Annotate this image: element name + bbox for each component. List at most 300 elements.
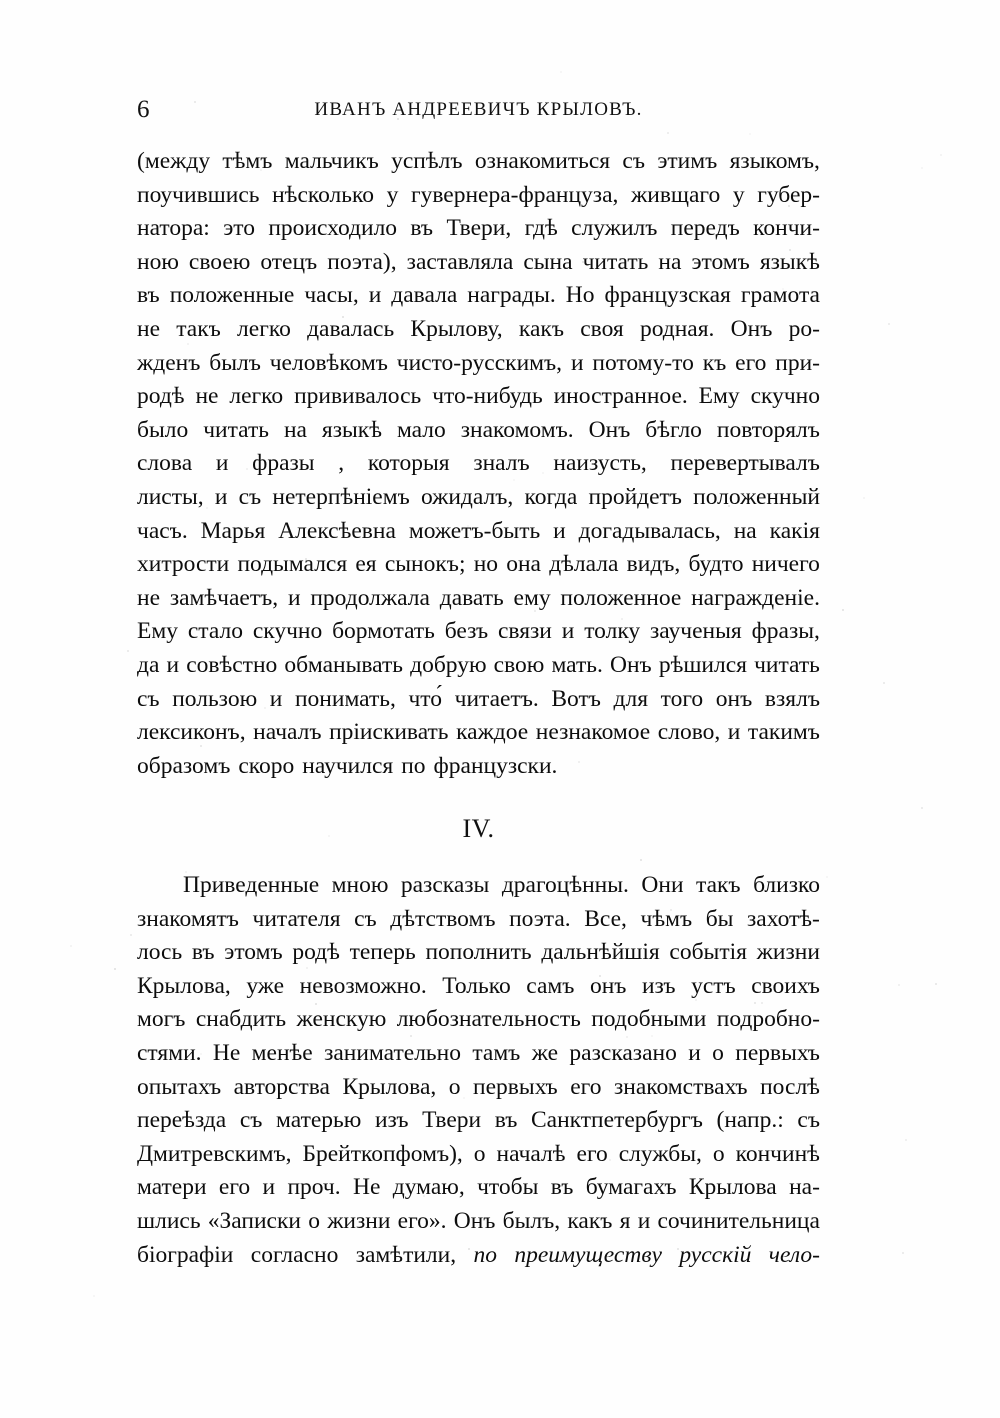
word: уже [246, 972, 285, 999]
text-line [137, 350, 820, 384]
word: каждое [456, 719, 529, 746]
word: какъ [567, 1207, 613, 1234]
word: устъ [691, 972, 736, 999]
word: скоро [238, 752, 295, 779]
word: его». [397, 1207, 447, 1234]
word: кончи- [753, 215, 820, 242]
word: лось [137, 939, 183, 966]
word: какія [769, 517, 820, 544]
word: думаю, [392, 1174, 465, 1201]
word: пользою [172, 685, 258, 712]
word: онъ [589, 972, 627, 999]
word: Не [352, 1174, 381, 1201]
word: дальнѣйшія [541, 939, 660, 966]
word: будто [688, 551, 744, 578]
word: гувернера-француза, [410, 181, 619, 208]
word: съ [238, 483, 262, 510]
word: какъ [518, 315, 564, 342]
word: Онъ [588, 416, 631, 443]
word: передъ [670, 215, 740, 242]
word: пополнить [425, 939, 532, 966]
word: слово, [657, 719, 721, 746]
word: о [448, 1073, 461, 1100]
word: нетерпѣніемъ [272, 483, 410, 510]
word: Ему [137, 618, 178, 645]
word: можетъ-быть [408, 517, 541, 544]
word: началѣ [496, 1140, 566, 1167]
word: Крылова, [342, 1073, 437, 1100]
word: и [166, 651, 180, 678]
word: у [732, 181, 745, 208]
word: знакомомъ. [460, 416, 574, 443]
word: награжденіе. [691, 584, 820, 611]
word: губер- [757, 181, 820, 208]
text-line [137, 383, 820, 417]
word: рѣшился [658, 651, 747, 678]
word: Санктпетербургъ [531, 1107, 703, 1134]
text-line [137, 753, 820, 787]
word: родѣ [292, 939, 340, 966]
word: Только [442, 972, 511, 999]
word: Все, [584, 905, 627, 932]
word: давать [439, 584, 504, 611]
section-heading: IV. [462, 814, 495, 843]
word: разсказы [400, 872, 490, 898]
word: научился [302, 752, 394, 779]
text-line [137, 906, 820, 940]
word: было [137, 416, 189, 443]
word: авторства [233, 1073, 330, 1100]
text-line [137, 518, 820, 552]
text-line [137, 1040, 820, 1074]
word: гдѣ [524, 215, 558, 242]
word: читать [754, 651, 820, 678]
word: поэта), [327, 248, 397, 275]
word: живщаго [631, 181, 721, 208]
text-line [137, 618, 820, 652]
word: изъ [641, 972, 676, 999]
word: мною [331, 872, 389, 898]
word: кончинѣ [735, 1140, 820, 1167]
word: зналъ [473, 450, 530, 477]
running-head [137, 95, 820, 125]
word: добрую [410, 651, 487, 678]
word: своею [188, 248, 251, 275]
word: французская [604, 282, 731, 309]
word: награды. [467, 282, 556, 309]
running-title: ИВАНЪ АНДРЕЕВИЧЪ КРЫЛОВЪ. [314, 99, 643, 120]
word: невозможно. [299, 972, 427, 999]
word: подробно- [716, 1006, 820, 1033]
word: нѣсколько [272, 181, 374, 208]
word: и [269, 685, 283, 712]
word: такъ [176, 315, 221, 342]
word: человѣкомъ [269, 349, 388, 376]
word: съ [239, 1107, 263, 1134]
word: скучно [252, 618, 323, 645]
word-italic: чело- [768, 1241, 820, 1268]
word: ожидалъ, [420, 483, 514, 510]
word: бы [705, 905, 734, 932]
word: положенные [169, 282, 295, 309]
word: знакомятъ [137, 905, 239, 932]
word: мальчикъ [284, 148, 379, 174]
word: мало [396, 416, 446, 443]
word: совѣстно [186, 651, 278, 678]
word: и [570, 349, 584, 376]
text-line [137, 551, 820, 585]
word: перевертывалъ [670, 450, 820, 477]
word: поэта. [509, 905, 571, 932]
word: о [712, 1140, 725, 1167]
word: по [401, 752, 426, 779]
text-line [137, 1174, 820, 1208]
word: событія [669, 939, 747, 966]
word: давала [391, 282, 458, 309]
word: часы, [304, 282, 359, 309]
word: стало [187, 618, 243, 645]
word: сынокъ; [384, 551, 466, 578]
word: началъ [253, 719, 322, 746]
word: и [553, 517, 566, 544]
word: читать [582, 248, 649, 275]
word: языкѣ [759, 248, 820, 275]
word: натора: [137, 215, 210, 242]
text-line [137, 1141, 820, 1175]
word: успѣлъ [391, 148, 463, 174]
word: часъ. [137, 517, 188, 544]
word: бѣгло [645, 416, 702, 443]
word: Марья [200, 517, 266, 544]
page-number: 6 [137, 96, 150, 123]
word: взялъ [764, 685, 820, 712]
word: Твери, [446, 215, 512, 242]
word: разсказано [569, 1039, 677, 1066]
word: близко [753, 872, 820, 898]
word: первыхъ [473, 1073, 558, 1100]
word: положенный [693, 483, 820, 510]
word: читателя [252, 905, 341, 932]
word: заставляла [406, 248, 514, 275]
word: сына [523, 248, 573, 275]
word: ничего [751, 551, 820, 578]
word: образомъ [137, 752, 231, 779]
word: того [660, 685, 704, 712]
word: матерью [276, 1107, 362, 1134]
text-line [137, 450, 820, 484]
word: женскую [296, 1006, 387, 1033]
word: чисто-русскимъ, [396, 349, 563, 376]
word: о [473, 1140, 486, 1167]
word-italic: по [473, 1241, 497, 1268]
word: иностранное. [553, 383, 688, 410]
word: происходило [268, 215, 398, 242]
word: при- [775, 349, 820, 376]
text-line [137, 1006, 820, 1040]
word: снабдить [195, 1006, 287, 1033]
word: замѣтили, [355, 1241, 457, 1268]
word: связи [498, 618, 552, 645]
word: обманывать [284, 651, 403, 678]
word: на [283, 416, 307, 443]
word: скучно [750, 383, 820, 410]
word: читать [203, 416, 269, 443]
word: тѣмъ [222, 148, 273, 174]
word: сочинительница [657, 1207, 820, 1234]
text-line [137, 249, 820, 283]
text-line [137, 1074, 820, 1108]
word: но [473, 551, 499, 578]
word: жденъ [137, 349, 201, 376]
word: подобными [591, 1006, 707, 1033]
word: повторялъ [716, 416, 820, 443]
word: догадывалась, [578, 517, 721, 544]
word: Твери [422, 1107, 482, 1134]
word: языкѣ [321, 416, 382, 443]
text-line [137, 1208, 820, 1242]
word: видъ, [626, 551, 681, 578]
text-line [137, 1107, 820, 1141]
word: службы, [618, 1140, 702, 1167]
text-line [137, 282, 820, 316]
word: (между [137, 148, 211, 174]
word: матери [137, 1174, 207, 1201]
word: этимъ [657, 148, 718, 174]
word: толку [584, 618, 641, 645]
word: и [727, 719, 741, 746]
word: Онъ [730, 315, 773, 342]
word-italic: преимуществу [514, 1241, 662, 1268]
word: чѣмъ [640, 905, 693, 932]
text-line [137, 215, 820, 249]
word: въ [191, 939, 215, 966]
word: она [506, 551, 541, 578]
word: не [137, 315, 161, 342]
word: проч. [287, 1174, 341, 1201]
word: же [531, 1039, 559, 1066]
word: бормотать [332, 618, 435, 645]
word: и [561, 618, 575, 645]
text-line [137, 719, 820, 753]
word: Брейткопфомъ), [302, 1140, 463, 1167]
text-line [137, 316, 820, 350]
word: этомъ [224, 939, 283, 966]
word-italic: русскій [679, 1241, 752, 1268]
word: французски. [433, 752, 558, 779]
word: не [195, 383, 219, 410]
word: тамъ [472, 1039, 521, 1066]
word: самъ [526, 972, 575, 999]
word: я [619, 1207, 631, 1234]
word: Вотъ [551, 685, 601, 712]
word: слова [137, 450, 193, 477]
word: своя [580, 315, 624, 342]
word: пріискивать [329, 719, 449, 746]
word: согласно [250, 1241, 339, 1268]
word: что́ [408, 685, 442, 712]
word: для [613, 685, 649, 712]
word: и [287, 584, 301, 611]
word: въ [137, 282, 160, 309]
word: и [637, 1207, 651, 1234]
word: ознакомиться [474, 148, 611, 174]
word: на [658, 248, 682, 275]
paragraph-two [137, 872, 820, 1275]
word: родѣ [137, 383, 185, 410]
word: давалась [307, 315, 395, 342]
word: съ [137, 685, 160, 712]
word: фразы, [751, 618, 820, 645]
word: не [137, 584, 161, 611]
word: (напр.: [716, 1107, 784, 1134]
word: у [386, 181, 399, 208]
word: шлись [137, 1207, 201, 1234]
word: жизни [756, 939, 820, 966]
word: ея [355, 551, 377, 578]
word: «Записки [207, 1207, 301, 1234]
text-line [137, 182, 820, 216]
word: Крылова, [137, 972, 231, 999]
word: любознательность [396, 1006, 581, 1033]
word: къ [702, 349, 727, 376]
word: , [338, 450, 345, 477]
word: Но [565, 282, 595, 309]
word: съ [622, 148, 645, 174]
word: жизни [327, 1207, 391, 1234]
word: наизусть, [553, 450, 647, 477]
word: лексиконъ, [137, 719, 246, 746]
word: драгоцѣнны. [501, 872, 629, 898]
word: могъ [137, 1006, 186, 1033]
word: поучившись [137, 181, 260, 208]
word: Дмитревскимъ, [137, 1140, 292, 1167]
word: съ [797, 1107, 820, 1134]
word: первыхъ [735, 1039, 820, 1066]
word: Не [212, 1039, 241, 1066]
word: читаетъ. [454, 685, 539, 712]
word: и [262, 1174, 276, 1201]
word: такимъ [747, 719, 820, 746]
text-line [137, 585, 820, 619]
word: и [215, 450, 229, 477]
word: это [223, 215, 255, 242]
word: такъ [696, 872, 741, 898]
word: былъ [209, 349, 261, 376]
word: ему [513, 584, 551, 611]
word: о [308, 1207, 320, 1234]
text-line [137, 1242, 820, 1276]
word: его [218, 1174, 251, 1201]
word: послѣ [760, 1073, 820, 1100]
word: Они [641, 872, 684, 898]
word: листы, [137, 483, 204, 510]
text-line [137, 148, 820, 182]
word: его [576, 1140, 608, 1167]
word: бумагахъ [585, 1174, 677, 1201]
text-line [137, 973, 820, 1007]
word: Онъ [610, 651, 652, 678]
word: Ему [698, 383, 740, 410]
word: въ [494, 1107, 518, 1134]
word: понимать, [294, 685, 396, 712]
word: захотѣ- [747, 905, 820, 932]
word: дѣлала [549, 551, 619, 578]
word: его [570, 1073, 602, 1100]
word: дѣтствомъ [390, 905, 496, 932]
text-line [137, 652, 820, 686]
word: и [688, 1039, 701, 1066]
word: легко [229, 383, 284, 410]
word: онъ [715, 685, 753, 712]
word: мать. [551, 651, 603, 678]
word: чтобы [477, 1174, 539, 1201]
word: въ [550, 1174, 574, 1201]
word: на [733, 517, 757, 544]
text-line [137, 484, 820, 518]
word: менѣе [251, 1039, 313, 1066]
word: замѣчаетъ, [169, 584, 279, 611]
text-line [137, 686, 820, 720]
word: опытахъ [137, 1073, 222, 1100]
word: съ [354, 905, 377, 932]
word: подымался [237, 551, 348, 578]
word: Приведенные [183, 872, 320, 898]
word: на- [789, 1174, 820, 1201]
word: хитрости [137, 551, 230, 578]
word: продолжала [310, 584, 430, 611]
word: которыя [367, 450, 450, 477]
word: когда [524, 483, 578, 510]
word: да [137, 651, 160, 678]
word: этомъ [691, 248, 750, 275]
word: Алексѣевна [278, 517, 396, 544]
word: Крылова [688, 1174, 777, 1201]
word: теперь [349, 939, 416, 966]
word: знакомствахъ [613, 1073, 748, 1100]
word: незнакомое [535, 719, 651, 746]
word: свою [493, 651, 545, 678]
paragraph-one [137, 148, 820, 786]
word: изъ [374, 1107, 409, 1134]
word: былъ, [502, 1207, 561, 1234]
text-line [137, 939, 820, 973]
word: потому-то [592, 349, 694, 376]
word: Онъ [453, 1207, 496, 1234]
word: его [735, 349, 767, 376]
word: родная. [639, 315, 715, 342]
word: въ [410, 215, 434, 242]
word: языкомъ, [729, 148, 820, 174]
word: и [214, 483, 228, 510]
word: ро- [788, 315, 820, 342]
word: переѣзда [137, 1107, 227, 1134]
word: занимательно [324, 1039, 461, 1066]
word: отецъ [260, 248, 318, 275]
word: и [368, 282, 382, 309]
word: грамота [740, 282, 820, 309]
word: прививалось [294, 383, 422, 410]
word: положенное [560, 584, 682, 611]
word: легко [237, 315, 291, 342]
text-line [137, 417, 820, 451]
word: біографіи [137, 1241, 234, 1268]
word: ною [137, 248, 179, 275]
word: фразы [252, 450, 315, 477]
word: служилъ [571, 215, 658, 242]
word: о [712, 1039, 724, 1066]
word: стями. [137, 1039, 202, 1066]
word: своихъ [751, 972, 820, 999]
